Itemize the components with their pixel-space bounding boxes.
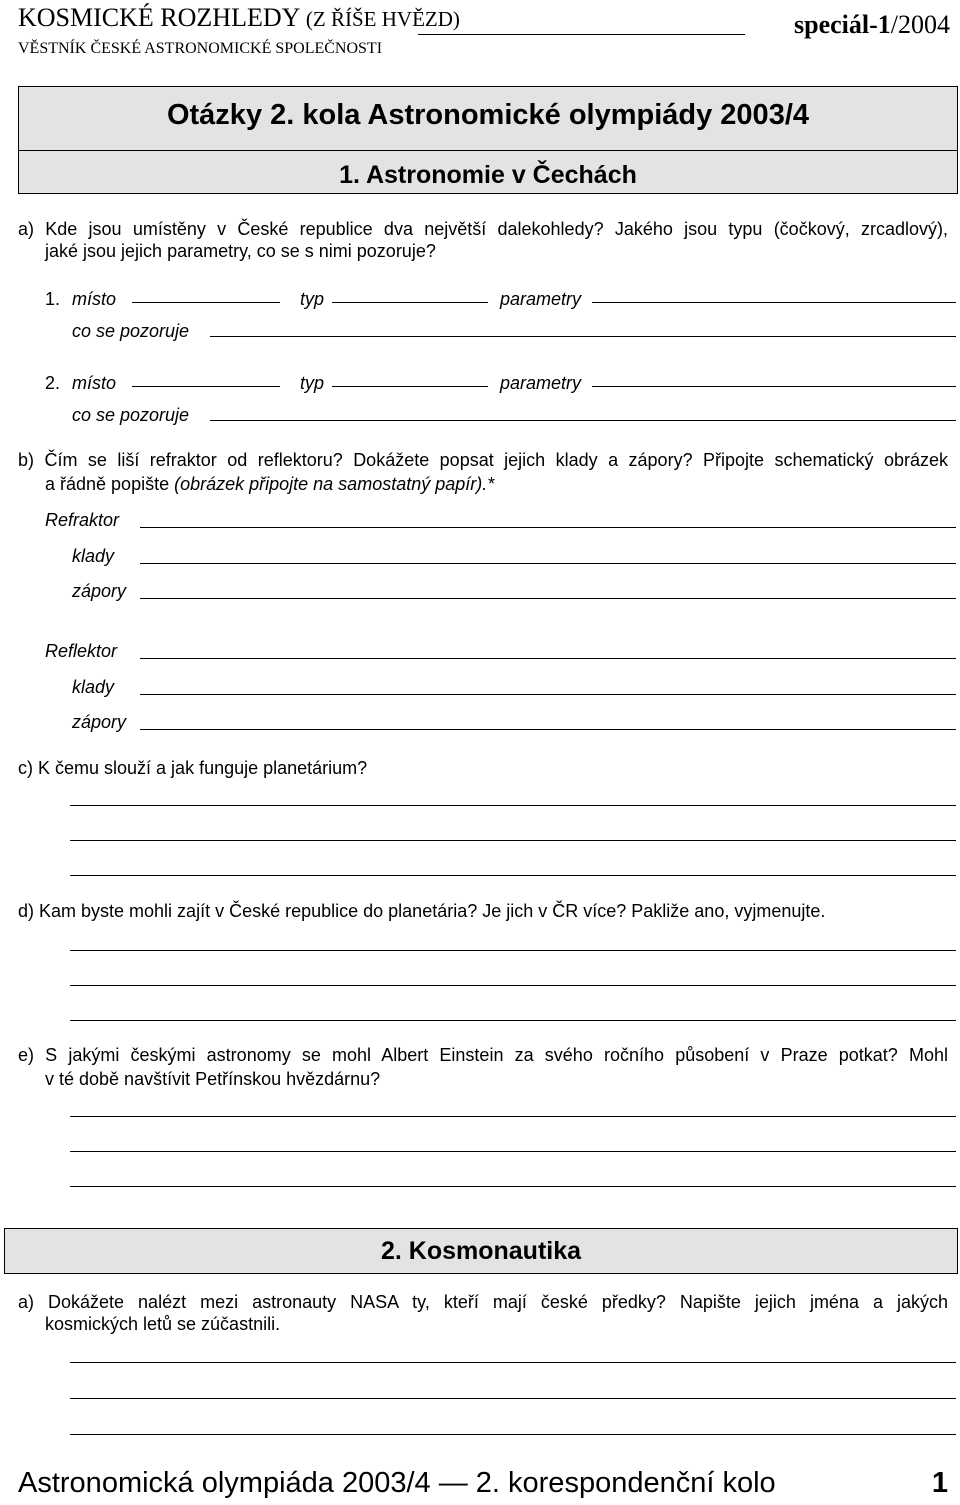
row2-misto-field[interactable] bbox=[132, 386, 280, 387]
reflektor-klady-field[interactable] bbox=[140, 694, 956, 695]
row2-parametry-field[interactable] bbox=[592, 386, 956, 387]
reflektor-field[interactable] bbox=[140, 658, 956, 659]
row1-typ-field[interactable] bbox=[332, 302, 488, 303]
question-2a-line2: kosmických letů se zúčastnili. bbox=[45, 1314, 281, 1334]
page-number: 1 bbox=[931, 1467, 948, 1499]
row2-number: 2. bbox=[45, 373, 61, 393]
refraktor-zapory-label: zápory bbox=[72, 581, 127, 601]
issue-number: 1 bbox=[877, 10, 891, 39]
journal-subtitle: (Z ŘÍŠE HVĚZD) bbox=[305, 7, 460, 31]
row1-parametry-label: parametry bbox=[500, 289, 582, 309]
issue-year: /2004 bbox=[890, 10, 950, 39]
answer-e-line3[interactable] bbox=[70, 1186, 956, 1187]
answer-2a-line3[interactable] bbox=[70, 1434, 956, 1435]
answer-d-line3[interactable] bbox=[70, 1020, 956, 1021]
row1-pozoruje-label: co se pozoruje bbox=[72, 321, 190, 341]
answer-e-line2[interactable] bbox=[70, 1151, 956, 1152]
journal-title bbox=[18, 4, 460, 33]
answer-e-line1[interactable] bbox=[70, 1116, 956, 1117]
question-b-line2-text: a řádně popište bbox=[45, 474, 175, 494]
row2-pozoruje-label: co se pozoruje bbox=[72, 405, 190, 425]
footer-text: Astronomická olympiáda 2003/4 — 2. korespondenční kolo bbox=[18, 1467, 776, 1499]
answer-2a-line2[interactable] bbox=[70, 1398, 956, 1399]
refraktor-field[interactable] bbox=[140, 527, 956, 528]
journal-name: KOSMICKÉ ROZHLEDY bbox=[18, 3, 300, 32]
row1-misto-label: místo bbox=[72, 289, 117, 309]
refraktor-label: Refraktor bbox=[45, 510, 120, 530]
reflektor-zapory-label: zápory bbox=[72, 712, 127, 732]
row1-pozoruje-field[interactable] bbox=[210, 336, 956, 337]
question-d: d) Kam byste mohli zajít v České republice do planetária? Je jich v ČR více? Pakliže ano, vyjmenujte. bbox=[18, 901, 826, 921]
reflektor-zapory-field[interactable] bbox=[140, 729, 956, 730]
question-a-line1: a) Kde jsou umístěny v České republice dva největší dalekohledy? Jakého jsou typu (čočkový, zrcadlový), bbox=[18, 219, 948, 239]
row2-parametry-label: parametry bbox=[500, 373, 582, 393]
question-e-line1: e) S jakými českými astronomy se mohl Albert Einstein za svého ročního působení v Praze potkat? Mohl bbox=[18, 1045, 948, 1065]
row1-typ-label: typ bbox=[300, 289, 325, 309]
question-b-line2 bbox=[45, 473, 494, 495]
issue-prefix: speciál- bbox=[794, 10, 878, 39]
answer-c-line2[interactable] bbox=[70, 840, 956, 841]
question-a-line2: jaké jsou jejich parametry, co se s nimi pozoruje? bbox=[45, 241, 436, 261]
row2-typ-field[interactable] bbox=[332, 386, 488, 387]
refraktor-klady-label: klady bbox=[72, 546, 115, 566]
question-e-line2: v té době navštívit Petřínskou hvězdárnu? bbox=[45, 1069, 381, 1089]
question-b-line2-note: (obrázek připojte na samostatný papír).* bbox=[174, 474, 495, 494]
refraktor-zapory-field[interactable] bbox=[140, 598, 956, 599]
answer-2a-line1[interactable] bbox=[70, 1362, 956, 1363]
row2-typ-label: typ bbox=[300, 373, 325, 393]
section-2-heading: 2. Kosmonautika bbox=[380, 1237, 582, 1265]
section-1-heading: 1. Astronomie v Čechách bbox=[339, 161, 637, 189]
page-title: Otázky 2. kola Astronomické olympiády 2003/4 bbox=[166, 99, 810, 131]
answer-c-line3[interactable] bbox=[70, 875, 956, 876]
issue-label bbox=[794, 10, 950, 40]
refraktor-klady-field[interactable] bbox=[140, 563, 956, 564]
row2-pozoruje-field[interactable] bbox=[210, 420, 956, 421]
row1-number: 1. bbox=[45, 289, 61, 309]
question-b-line1: b) Čím se liší refraktor od reflektoru? Dokážete popsat jejich klady a zápory? Připojte schematický obrázek bbox=[18, 450, 948, 470]
reflektor-klady-label: klady bbox=[72, 677, 115, 697]
answer-d-line2[interactable] bbox=[70, 985, 956, 986]
row2-misto-label: místo bbox=[72, 373, 117, 393]
row1-parametry-field[interactable] bbox=[592, 302, 956, 303]
question-2a-line1: a) Dokážete nalézt mezi astronauty NASA ty, kteří mají české předky? Napište jejich jména a jakých bbox=[18, 1292, 948, 1312]
answer-d-line1[interactable] bbox=[70, 950, 956, 951]
question-c: c) K čemu slouží a jak funguje planetárium? bbox=[18, 758, 368, 778]
title-box-divider bbox=[18, 150, 958, 151]
title-box bbox=[18, 86, 958, 194]
answer-c-line1[interactable] bbox=[70, 805, 956, 806]
header-rule bbox=[418, 34, 745, 35]
bulletin-name: VĚSTNÍK ČESKÉ ASTRONOMICKÉ SPOLEČNOSTI bbox=[18, 40, 383, 57]
row1-misto-field[interactable] bbox=[132, 302, 280, 303]
section-2-box bbox=[4, 1228, 958, 1274]
reflektor-label: Reflektor bbox=[45, 641, 118, 661]
